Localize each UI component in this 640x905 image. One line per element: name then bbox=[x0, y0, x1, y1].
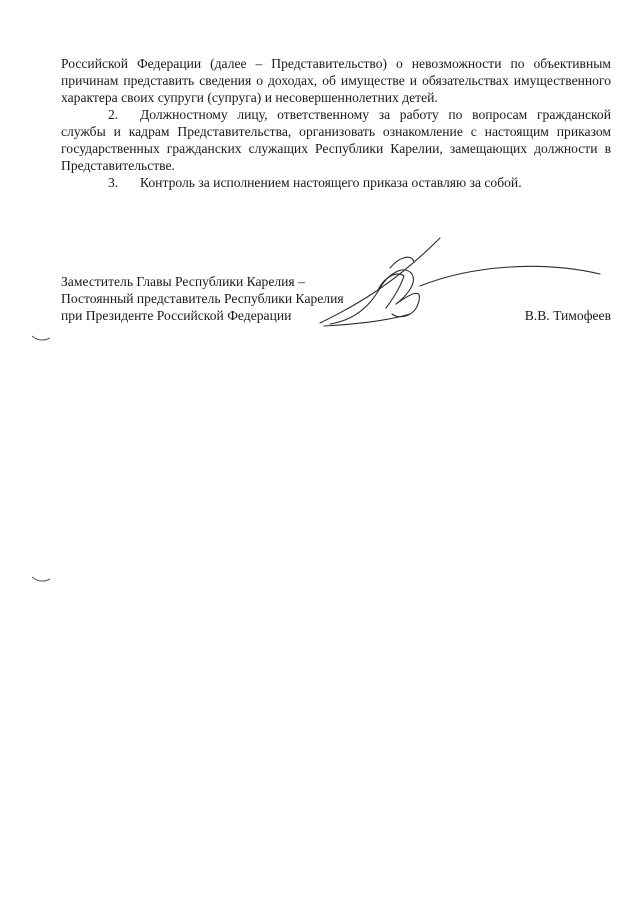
signatory-title-line-2: Постоянный представитель Республики Карелия bbox=[61, 291, 344, 306]
signatory-name: В.В. Тимофеев bbox=[524, 308, 611, 323]
signatory-title-line-1: Заместитель Главы Республики Карелия – bbox=[61, 274, 305, 289]
document-body bbox=[61, 55, 611, 191]
paragraph-text: Российской Федерации (далее – Представительство) о невозможности по объективным причинам представить сведения о доходах, об имуществе и обязательствах имущественного характера своих супруги (супруга) и несовершеннолетних детей. bbox=[61, 56, 611, 105]
margin-tick-mark bbox=[30, 333, 52, 343]
paragraph-3 bbox=[61, 174, 611, 191]
paragraph-text: Контроль за исполнением настоящего приказа оставляю за собой. bbox=[140, 175, 522, 190]
paragraph-number: 2. bbox=[108, 107, 119, 122]
paragraph-text: Должностному лицу, ответственному за работу по вопросам гражданской службы и кадрам Представительства, организовать ознакомление с настоящим приказом государственных гражданских служащих Республики Карелии, замещающих должности в Представительстве. bbox=[61, 107, 611, 173]
paragraph-continuation bbox=[61, 55, 611, 106]
signature-block bbox=[61, 273, 611, 324]
signatory-title-line-3: при Президенте Российской Федерации bbox=[61, 308, 292, 323]
paragraph-number: 3. bbox=[108, 175, 119, 190]
paragraph-2 bbox=[61, 106, 611, 174]
margin-tick-mark bbox=[30, 574, 52, 584]
